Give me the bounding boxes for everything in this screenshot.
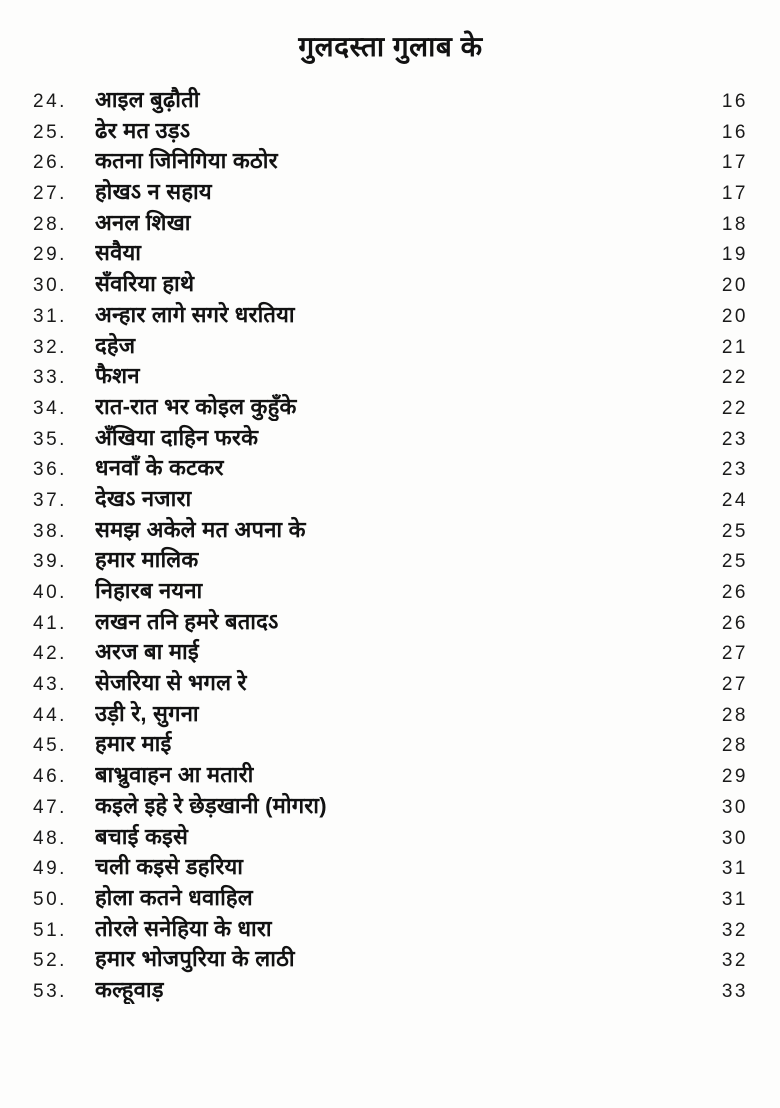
entry-number: 36. — [33, 459, 67, 481]
page-title: गुलदस्ता गुलाब के — [298, 31, 483, 62]
entry-title: हमार भोजपुरिया के लाठी — [95, 946, 295, 972]
toc-row — [33, 115, 748, 146]
entry-number: 25. — [33, 121, 67, 143]
entry-title: कल्हूवाड़ — [95, 976, 164, 1002]
entry-number: 40. — [33, 582, 67, 603]
entry-number: 27. — [33, 183, 67, 205]
toc-row — [33, 728, 748, 759]
entry-page-number: 20 — [721, 305, 748, 327]
entry-page-number: 20 — [721, 275, 748, 297]
entry-title: समझ अकेले मत अपना के — [95, 516, 306, 542]
entry-title: अन्हार लागे सगरे धरतिया — [95, 301, 295, 327]
entry-title: सवैया — [95, 240, 142, 266]
entry-page-number: 28 — [721, 735, 748, 757]
toc-row — [33, 483, 748, 514]
toc-row — [33, 882, 748, 913]
toc-row — [33, 268, 748, 299]
toc-row — [33, 514, 748, 545]
entry-number: 50. — [33, 888, 67, 910]
entry-number: 29. — [33, 244, 67, 266]
toc-row — [33, 821, 748, 852]
entry-number: 26. — [33, 152, 67, 174]
toc-row — [33, 237, 748, 268]
entry-title: आइल बुढ़ौती — [95, 87, 200, 112]
toc-row — [33, 790, 748, 821]
entry-title: अरज बा माई — [95, 639, 199, 665]
entry-title: होला कतने धवाहिल — [95, 884, 253, 910]
entry-title: लखन तनि हमरे बतादऽ — [95, 608, 279, 634]
entry-number: 37. — [33, 489, 67, 511]
toc-row — [33, 452, 748, 483]
entry-page-number: 16 — [721, 91, 748, 112]
entry-number: 39. — [33, 551, 67, 573]
toc-row — [33, 667, 748, 698]
entry-number: 48. — [33, 827, 67, 849]
entry-page-number: 28 — [721, 704, 748, 726]
toc-row — [33, 176, 748, 207]
toc-row — [33, 422, 748, 453]
entry-page-number: 22 — [721, 397, 748, 419]
entry-page-number: 24 — [721, 489, 748, 511]
entry-title: ढेर मत उड़ऽ — [95, 117, 191, 143]
entry-number: 45. — [33, 735, 67, 757]
toc-row — [33, 575, 748, 606]
entry-title: उड़ी रे, सुगना — [95, 700, 199, 726]
entry-page-number: 33 — [721, 980, 748, 1002]
entry-number: 49. — [33, 858, 67, 880]
entry-page-number: 26 — [721, 612, 748, 634]
entry-number: 47. — [33, 796, 67, 818]
entry-title: हमार माई — [95, 731, 172, 757]
entry-page-number: 17 — [721, 183, 748, 205]
entry-page-number: 26 — [721, 582, 748, 603]
entry-number: 41. — [33, 612, 67, 634]
entry-page-number: 25 — [721, 551, 748, 573]
toc-row — [33, 330, 748, 361]
toc-row — [33, 606, 748, 637]
entry-title: बचाई कइसे — [95, 823, 189, 849]
entry-page-number: 23 — [721, 459, 748, 481]
toc-row — [33, 943, 748, 974]
entry-page-number: 17 — [721, 152, 748, 174]
toc-row — [33, 360, 748, 391]
toc-list — [33, 84, 748, 1005]
entry-number: 53. — [33, 980, 67, 1002]
entry-page-number: 32 — [721, 919, 748, 941]
toc-row — [33, 759, 748, 790]
entry-number: 34. — [33, 397, 67, 419]
toc-row — [33, 391, 748, 422]
toc-row — [33, 299, 748, 330]
entry-title: अँखिया दाहिन फरके — [95, 424, 259, 450]
entry-page-number: 19 — [721, 244, 748, 266]
entry-number: 33. — [33, 367, 67, 389]
entry-page-number: 29 — [721, 766, 748, 788]
toc-row — [33, 145, 748, 176]
toc-row — [33, 636, 748, 667]
entry-number: 51. — [33, 919, 67, 941]
toc-row — [33, 913, 748, 944]
entry-number: 24. — [33, 91, 67, 112]
entry-page-number: 30 — [721, 796, 748, 818]
entry-number: 46. — [33, 766, 67, 788]
entry-number: 35. — [33, 428, 67, 450]
entry-page-number: 23 — [721, 428, 748, 450]
entry-number: 52. — [33, 950, 67, 972]
entry-title: देखऽ नजारा — [95, 485, 192, 511]
entry-number: 28. — [33, 213, 67, 235]
toc-row — [33, 698, 748, 729]
entry-number: 38. — [33, 520, 67, 542]
entry-page-number: 31 — [721, 858, 748, 880]
entry-page-number: 21 — [721, 336, 748, 358]
entry-number: 44. — [33, 704, 67, 726]
entry-number: 31. — [33, 305, 67, 327]
entry-title: निहारब नयना — [95, 578, 203, 603]
entry-page-number: 27 — [721, 643, 748, 665]
entry-page-number: 32 — [721, 950, 748, 972]
entry-number: 30. — [33, 275, 67, 297]
entry-title: हमार मालिक — [95, 547, 199, 573]
entry-title: होखऽ न सहाय — [95, 179, 212, 205]
toc-row — [33, 851, 748, 882]
entry-title: रात-रात भर कोइल कुहुँके — [95, 393, 297, 419]
entry-title: सँवरिया हाथे — [95, 271, 195, 297]
entry-page-number: 25 — [721, 520, 748, 542]
entry-title: दहेज — [95, 332, 136, 358]
entry-title: फैशन — [95, 363, 140, 389]
entry-title: कतना जिनिगिया कठोर — [95, 148, 278, 174]
toc-row — [33, 544, 748, 575]
toc-row — [33, 84, 748, 115]
entry-title: कइले इहे रे छेड़खानी (मोगरा) — [95, 792, 327, 818]
entry-title: चली कइसे डहरिया — [95, 854, 244, 880]
entry-number: 32. — [33, 336, 67, 358]
entry-title: बाभ्रुवाहन आ मतारी — [95, 762, 254, 788]
entry-title: सेजरिया से भगल रे — [95, 670, 247, 696]
toc-row — [33, 207, 748, 238]
entry-page-number: 30 — [721, 827, 748, 849]
entry-title: धनवाँ के कटकर — [95, 455, 224, 481]
entry-page-number: 31 — [721, 888, 748, 910]
entry-number: 42. — [33, 643, 67, 665]
entry-page-number: 16 — [721, 121, 748, 143]
toc-row — [33, 974, 748, 1005]
entry-title: अनल शिखा — [95, 209, 191, 235]
entry-title: तोरले सनेहिया के धारा — [95, 915, 272, 941]
entry-page-number: 18 — [721, 213, 748, 235]
entry-page-number: 22 — [721, 367, 748, 389]
entry-number: 43. — [33, 674, 67, 696]
entry-page-number: 27 — [721, 674, 748, 696]
